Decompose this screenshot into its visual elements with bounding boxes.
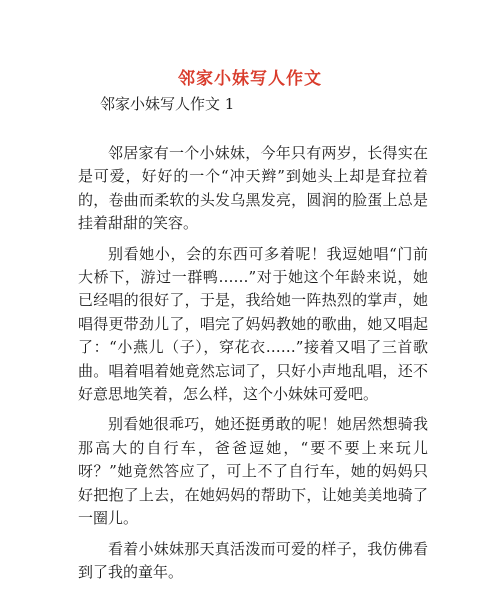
document-body bbox=[78, 142, 428, 591]
paragraph: 看着小妹妹那天真活泼而可爱的样子，我仿佛看到了我的童年。 bbox=[78, 539, 428, 581]
paragraph: 别看她很乖巧，她还挺勇敢的呢！她居然想骑我那高大的自行车，爸爸逗她，“要不要上来玩儿呀？”她竟然答应了，可上不了自行车，她的妈妈只好把抱了上去，在她妈妈的帮助下，让她美美地骑了一圈儿。 bbox=[78, 415, 428, 528]
paragraph: 别看她小，会的东西可多着呢！我逗她唱“门前大桥下，游过一群鸭……”对于她这个年龄来说，她已经唱的很好了，于是，我给她一阵热烈的掌声，她唱得更带劲儿了，唱完了妈妈教她的歌曲，她又唱起了：“小燕儿（子），穿花衣……”接着又唱了三首歌曲。唱着唱着她竟然忘词了，只好小声地乱唱，还不好意思地笑着，怎么样，这个小妹妹可爱吧。 bbox=[78, 244, 428, 404]
document-subtitle: 邻家小妹写人作文 1 bbox=[100, 95, 235, 113]
document-title: 邻家小妹写人作文 bbox=[178, 69, 322, 89]
paragraph: 邻居家有一个小妹妹，今年只有两岁，长得实在是可爱，好好的一个“冲天辫”到她头上却是耷拉着的，卷曲而柔软的头发乌黑发亮，圆润的脸蛋上总是挂着甜甜的笑容。 bbox=[78, 144, 428, 233]
